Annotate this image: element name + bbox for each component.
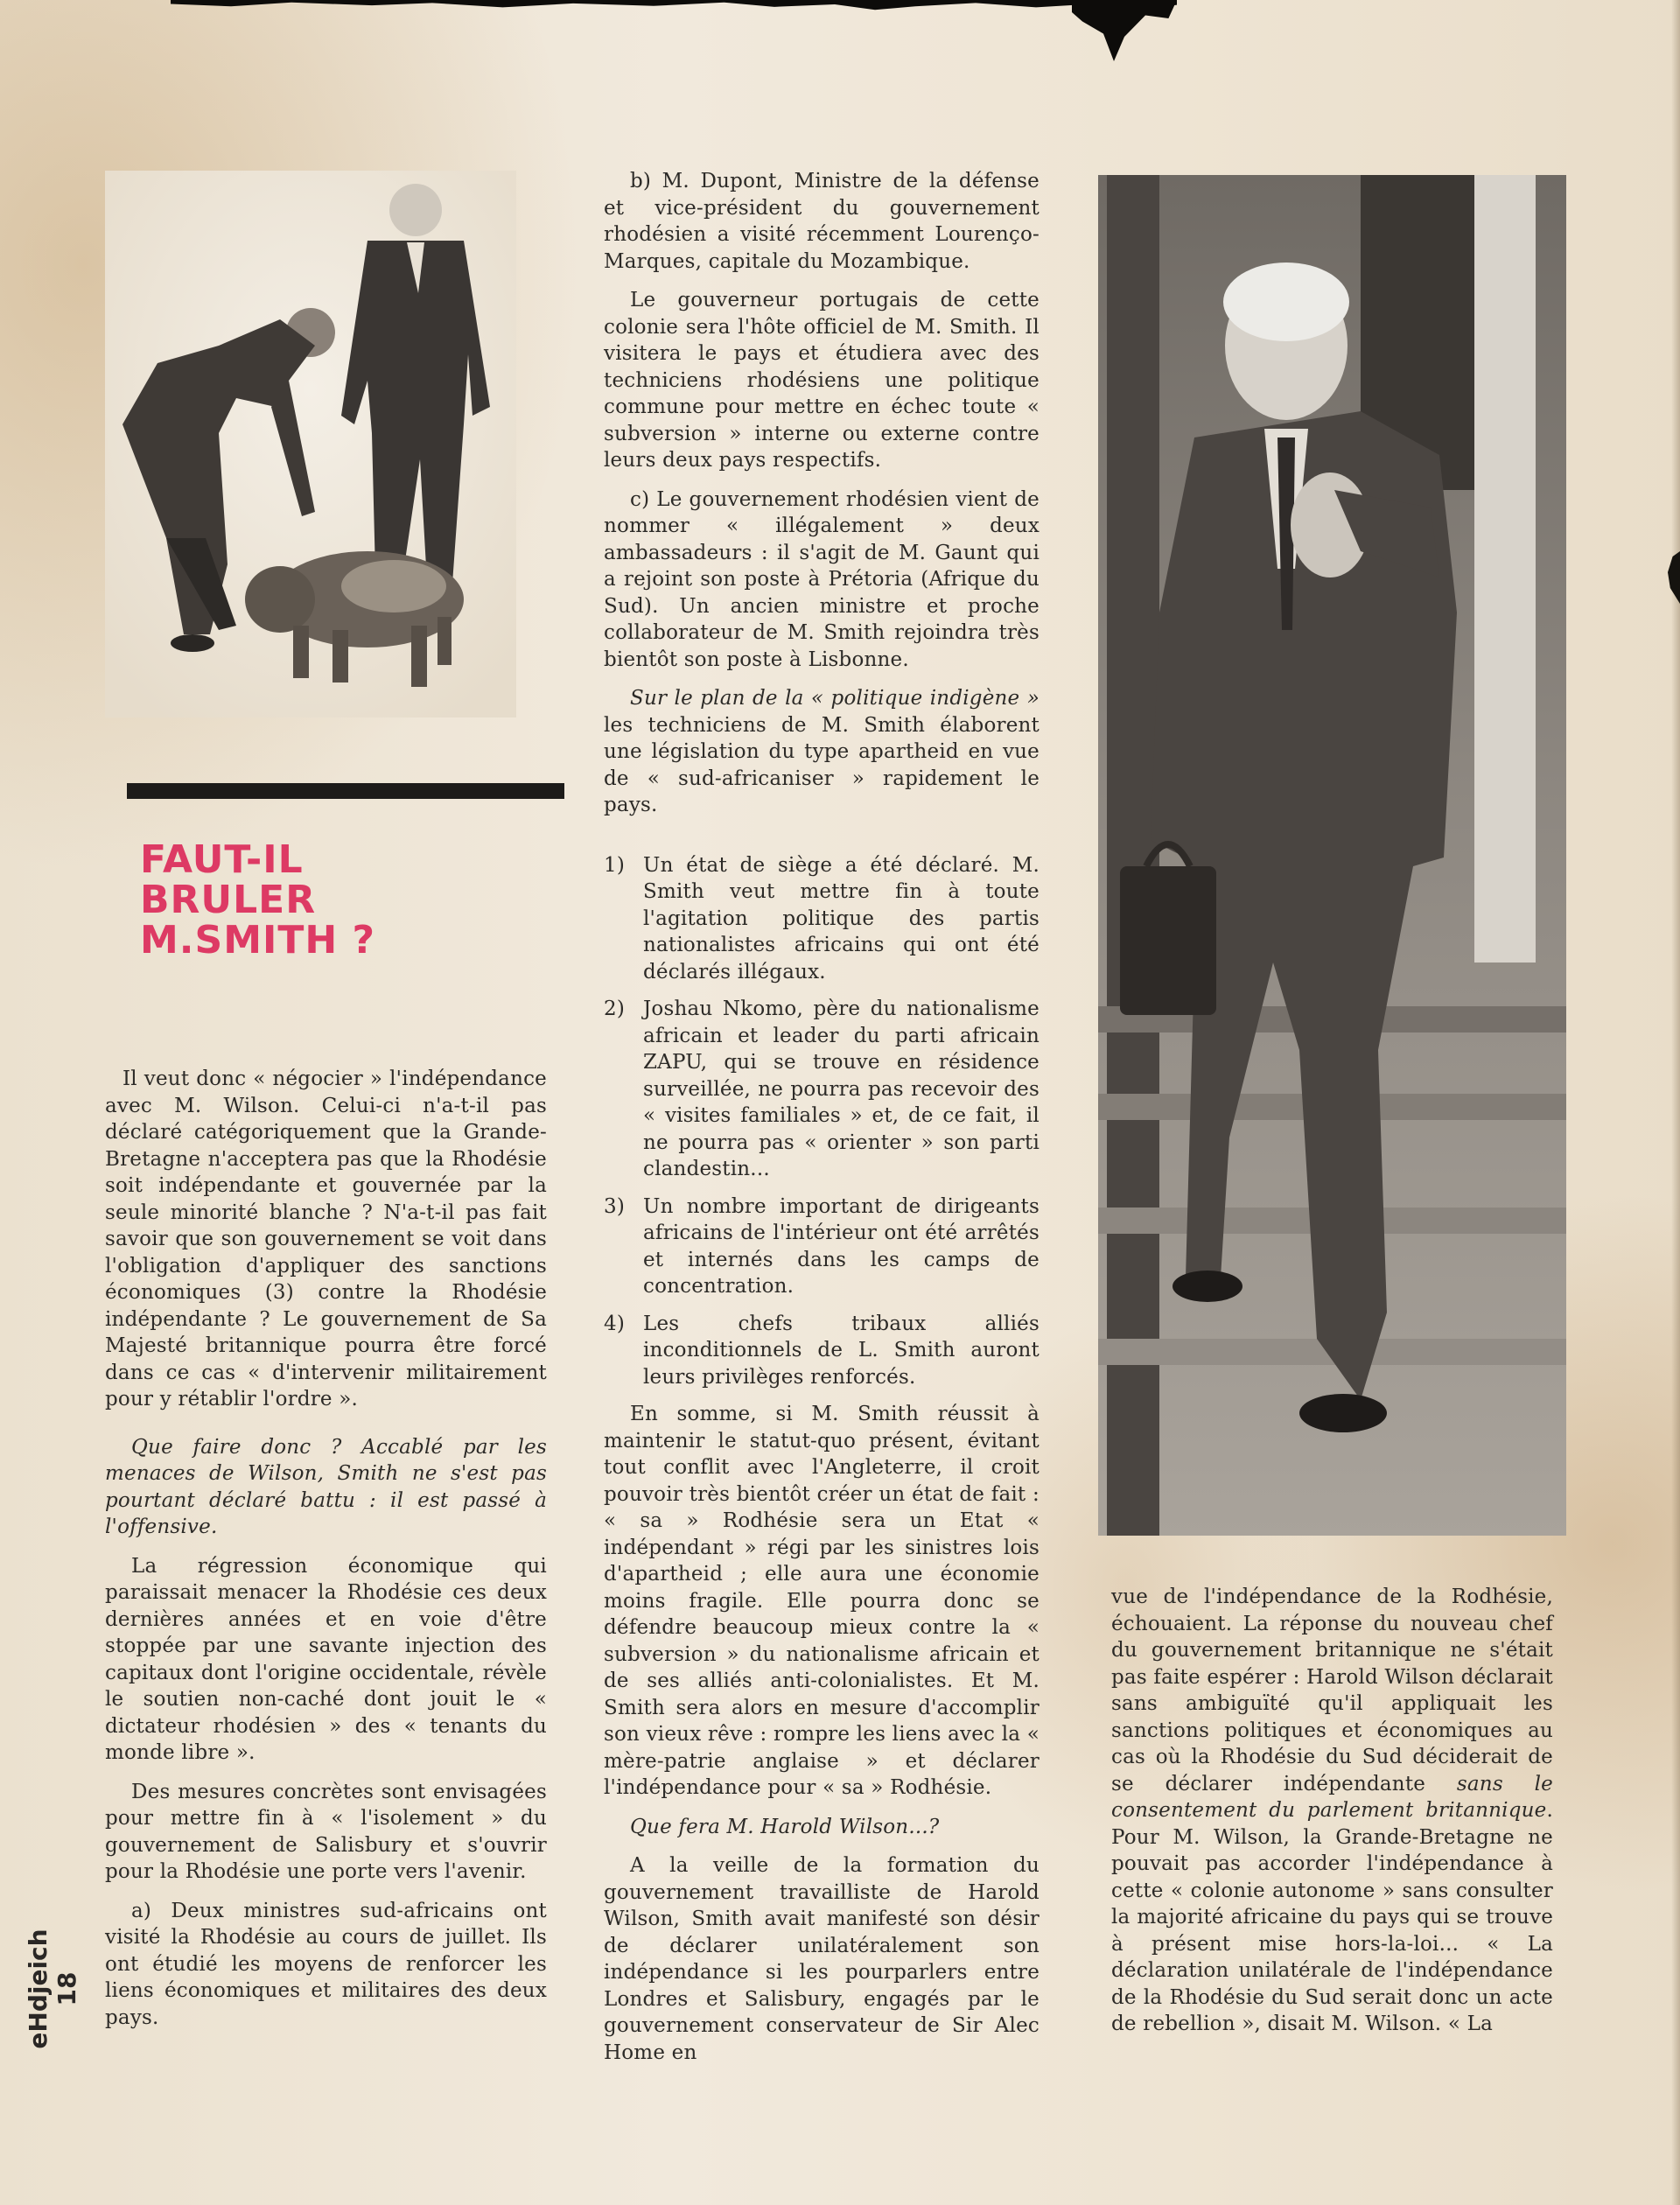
list-number: 1) (604, 853, 626, 877)
headline-line-1: FAUT-IL (140, 837, 304, 882)
paragraph: c) Le gouvernement rhodésien vient de nommer « illégalement » deux ambassadeurs : il s'agit de M. Gaunt qui a rejoint son poste à Prétoria (Afrique du Sud). Un ancien ministre et proche collaborateur de M. Smith rejoindra très bientôt son poste à Lisbonne. (604, 487, 1040, 671)
list-text: Un nombre important de dirigeants africains de l'intérieur ont été arrêtés et internés dans les camps de concentration. (643, 1194, 1040, 1298)
torn-top-edge (171, 0, 1177, 24)
italic-lead: Sur le plan de la « politique indigène » (630, 687, 1040, 710)
paragraph: La régression économique qui paraissait menacer la Rhodésie ces deux dernières années et en voie d'être stoppée par une savante injection des capitaux dont l'origine occidentale, révèle le soutien non-caché dont jouit le « dictateur rhodésien » des « tenants du monde libre ». (105, 1554, 547, 1764)
article-column-2 (604, 168, 1040, 2078)
photo-man-with-pipe-and-briefcase (1098, 175, 1566, 1536)
article-column-3 (1111, 1584, 1553, 2050)
list-item (604, 852, 1040, 986)
paragraph: A la veille de la formation du gouvernement travailliste de Harold Wilson, Smith avait manifesté son désir de déclarer unilatéralement son indépendance si les pourparlers entre Londres et Salisbury, engagés par le gouvernement conservateur de Sir Alec Home en (604, 1854, 1040, 2064)
italic-phrase: sans le consentement du parlement britannique (1111, 1772, 1553, 1822)
page-edge-shadow (1671, 0, 1680, 2205)
headline-rule (127, 783, 564, 799)
paragraph: b) M. Dupont, Ministre de la défense et vice-président du gouvernement rhodésien a visité récemment Lourenço-Marques, capitale du Mozambique. (604, 170, 1040, 273)
article-column-1 (105, 1066, 547, 2043)
headline-line-3: M.SMITH ? (140, 918, 376, 962)
list-item (604, 996, 1040, 1183)
list-text: Joshau Nkomo, père du nationalisme africain et leader du parti africain ZAPU, qui se trouve en résidence surveillée, ne pourra pas recevoir des « visites familiales » et, de ce fait, il ne pourra pas « orienter » son parti clandestin... (643, 998, 1040, 1180)
torn-top-notch (1072, 0, 1177, 61)
subheading: Que fera M. Harold Wilson...? (630, 1815, 940, 1838)
paragraph-rest: les techniciens de M. Smith élaborent une législation du type apartheid en vue de « sud-africaniser » rapidement le pays. (604, 713, 1040, 816)
spacer (604, 831, 1040, 852)
list-number: 4) (604, 1312, 626, 1335)
page-number-label: eHdjeich 18 (24, 1928, 81, 2049)
paragraph: En somme, si M. Smith réussit à maintenir le statut-quo présent, évitant tout conflit avec l'Angleterre, il croit pouvoir très bientôt créer un état de fait : « sa » Rodhésie sera un Etat « indépendant » régi par les sinistres lois d'apartheid ; elle aura une économie moins fragile. Elle pourra donc se défendre beaucoup mieux contre la « subversion » du nationalisme africain et de ses alliés anti-colonialistes. Et M. Smith sera alors en mesure d'accomplir son vieux rêve : rompre les liens avec la « mère-patrie anglaise » et déclarer l'indépendance pour « sa » Rodhésie. (604, 1403, 1040, 1799)
photo-two-men-with-dog (105, 171, 516, 718)
page-number (24, 1908, 81, 2049)
list-item (604, 1311, 1040, 1391)
spacer (105, 1425, 547, 1434)
paragraph (604, 685, 1040, 819)
paragraph: Que faire donc ? Accablé par les menaces de Wilson, Smith ne s'est pas pourtant déclaré battu : il est passé à l'offensive. (105, 1435, 547, 1538)
paragraph-part: vue de l'indépendance de la Rodhésie, échouaient. La réponse du nouveau chef du gouvernement britannique ne s'était pas faite espérer : Harold Wilson déclarait sans ambiguïté qu'il appliquait les sanctions politiques et économiques au cas où la Rhodésie du Sud déciderait de se déclarer indépendante (1111, 1586, 1553, 1796)
paragraph (1111, 1584, 1553, 2038)
list-number: 3) (604, 1194, 626, 1218)
paragraph: Le gouverneur portugais de cette colonie sera l'hôte officiel de M. Smith. Il visitera le pays et étudiera avec des techniciens rhodésiens une politique commune pour mettre en échec toute « subversion » interne ou externe contre leurs deux pays respectifs. (604, 289, 1040, 472)
list-number: 2) (604, 998, 626, 1020)
paragraph-part: . Pour M. Wilson, la Grande-Bretagne ne pouvait pas accorder l'indépendance à cette « colonie autonome » sans consulter la majorité africaine du pays qui se trouve à présent mise hors-la-loi... « La déclaration unilatérale de l'indépendance de la Rhodésie du Sud serait donc un acte de rebellion », disait M. Wilson. « La (1111, 1799, 1553, 2035)
paragraph: Des mesures concrètes sont envisagées pour mettre fin à « l'isolement » du gouvernement de Salisbury et s'ouvrir pour la Rhodésie une porte vers l'avenir. (105, 1780, 547, 1883)
list-text: Les chefs tribaux alliés inconditionnels de L. Smith auront leurs privilèges renforcés. (643, 1312, 1040, 1389)
paragraph: Il veut donc « négocier » l'indépendance avec M. Wilson. Celui-ci n'a-t-il pas déclaré catégoriquement que la Grande-Bretagne n'acceptera pas que la Rhodésie soit indépendante et gouvernée par la seule minorité blanche ? N'a-t-il pas fait savoir que son gouvernement se voit dans l'obligation d'appliquer des sanctions économiques (3) contre la Rhodésie indépendante ? Le gouvernement de Sa Majesté britannique pourra être forcé dans ce cas « d'intervenir militairement pour y rétablir l'ordre ». (105, 1068, 547, 1410)
paragraph: a) Deux ministres sud-africains ont visité la Rhodésie au cours de juillet. Ils ont étudié les moyens de renforcer les liens économiques et militaires des deux pays. (105, 1899, 547, 2029)
list-text: Un état de siège a été déclaré. M. Smith veut mettre fin à toute l'agitation politique des partis nationalistes africains qui ont été déclarés illégaux. (643, 853, 1040, 984)
headline (140, 837, 508, 962)
headline-line-2: BRULER (140, 878, 317, 922)
list-item (604, 1194, 1040, 1300)
